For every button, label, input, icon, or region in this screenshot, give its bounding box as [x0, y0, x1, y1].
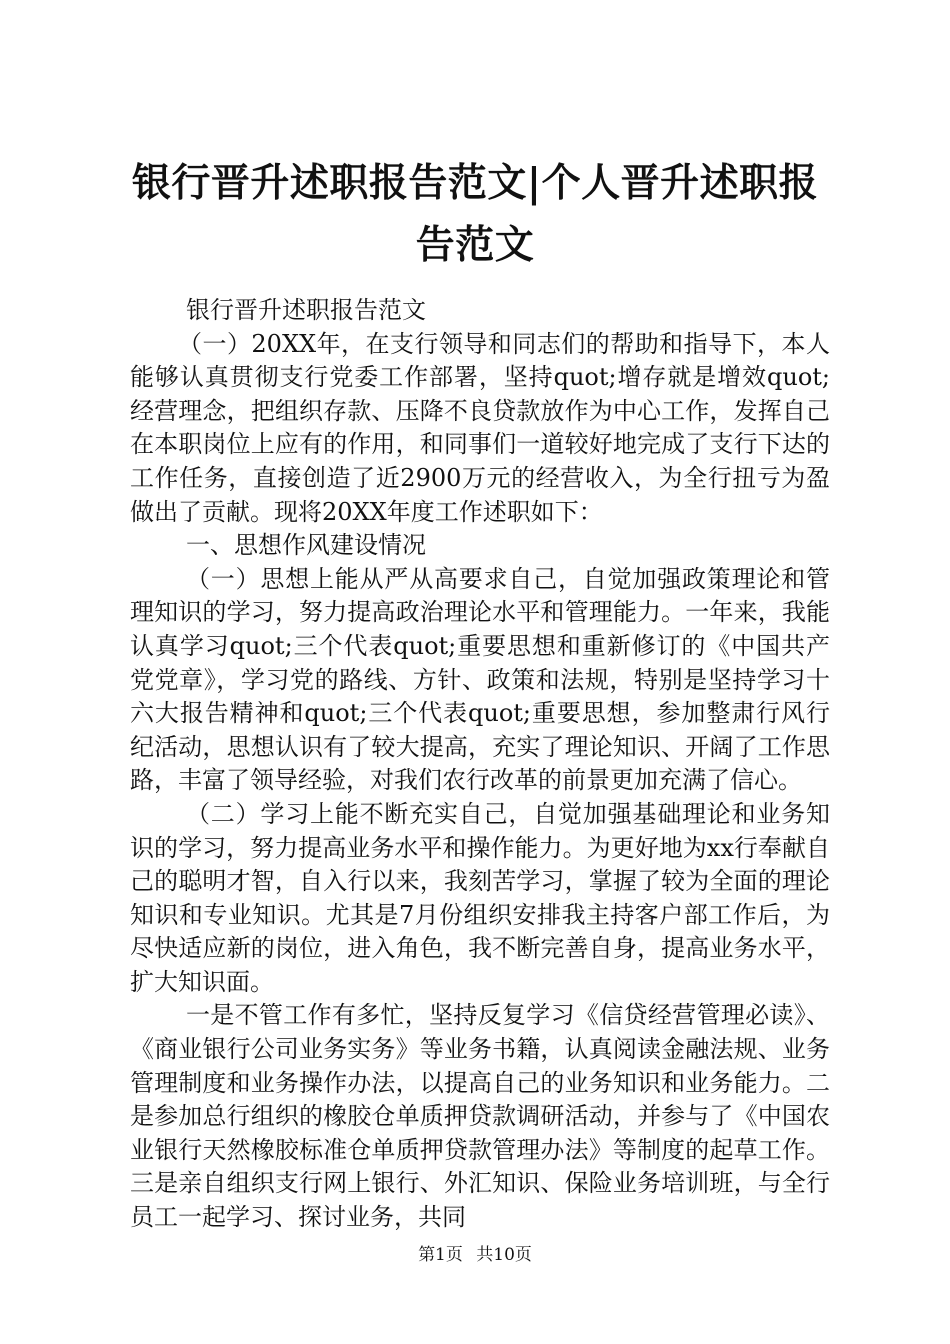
document-title: 银行晋升述职报告范文|个人晋升述职报告范文	[131, 160, 819, 268]
subtitle-paragraph: 银行晋升述职报告范文	[186, 296, 426, 324]
page-number: 第1页	[418, 1245, 463, 1265]
section-heading: 一、思想作风建设情况	[186, 531, 426, 560]
page-footer	[0, 1240, 950, 1265]
page-total: 共10页	[476, 1245, 532, 1265]
intro-paragraph: （一）20XX年，在支行领导和同志们的帮助和指导下，本人能够认真贯彻支行党委工作部署，坚持quot;增存就是增效quot;经营理念，把组织存款、压降不良贷款放作为中心工作，发挥自己在本职岗位上应有的作用，和同事们一道较好地完成了支行下达的工作任务，直接创造了近2900万元的经营收入，为全行扭亏为盈做出了贡献。现将20XX年度工作述职如下：	[130, 329, 830, 526]
ideology-paragraph: （一）思想上能从严从高要求自己，自觉加强政策理论和管理知识的学习，努力提高政治理论水平和管理能力。一年来，我能认真学习quot;三个代表quot;重要思想和重新修订的《中国共产党党章》，学习党的路线、方针、政策和法规，特别是坚持学习十六大报告精神和quot;三个代表quot;重要思想，参加整肃行风行纪活动，思想认识有了较大提高，充实了理论知识、开阔了工作思路，丰富了领导经验，对我们农行改革的前景更加充满了信心。	[130, 564, 830, 795]
study-paragraph: （二）学习上能不断充实自己，自觉加强基础理论和业务知识的学习，努力提高业务水平和操作能力。为更好地为xx行奉献自己的聪明才智，自入行以来，我刻苦学习，掌握了较为全面的理论知识和专业知识。尤其是7月份组织安排我主持客户部工作后，为尽快适应新的岗位，进入角色，我不断完善自身，提高业务水平，扩大知识面。	[130, 799, 830, 996]
details-paragraph: 一是不管工作有多忙，坚持反复学习《信贷经营管理必读》、《商业银行公司业务实务》等业务书籍，认真阅读金融法规、业务管理制度和业务操作办法，以提高自己的业务知识和业务能力。二是参加总行组织的橡胶仓单质押贷款调研活动，并参与了《中国农业银行天然橡胶标准仓单质押贷款管理办法》等制度的起草工作。三是亲自组织支行网上银行、外汇知识、保险业务培训班，与全行员工一起学习、探讨业务，共同	[130, 1001, 830, 1232]
document-body	[130, 294, 830, 1235]
